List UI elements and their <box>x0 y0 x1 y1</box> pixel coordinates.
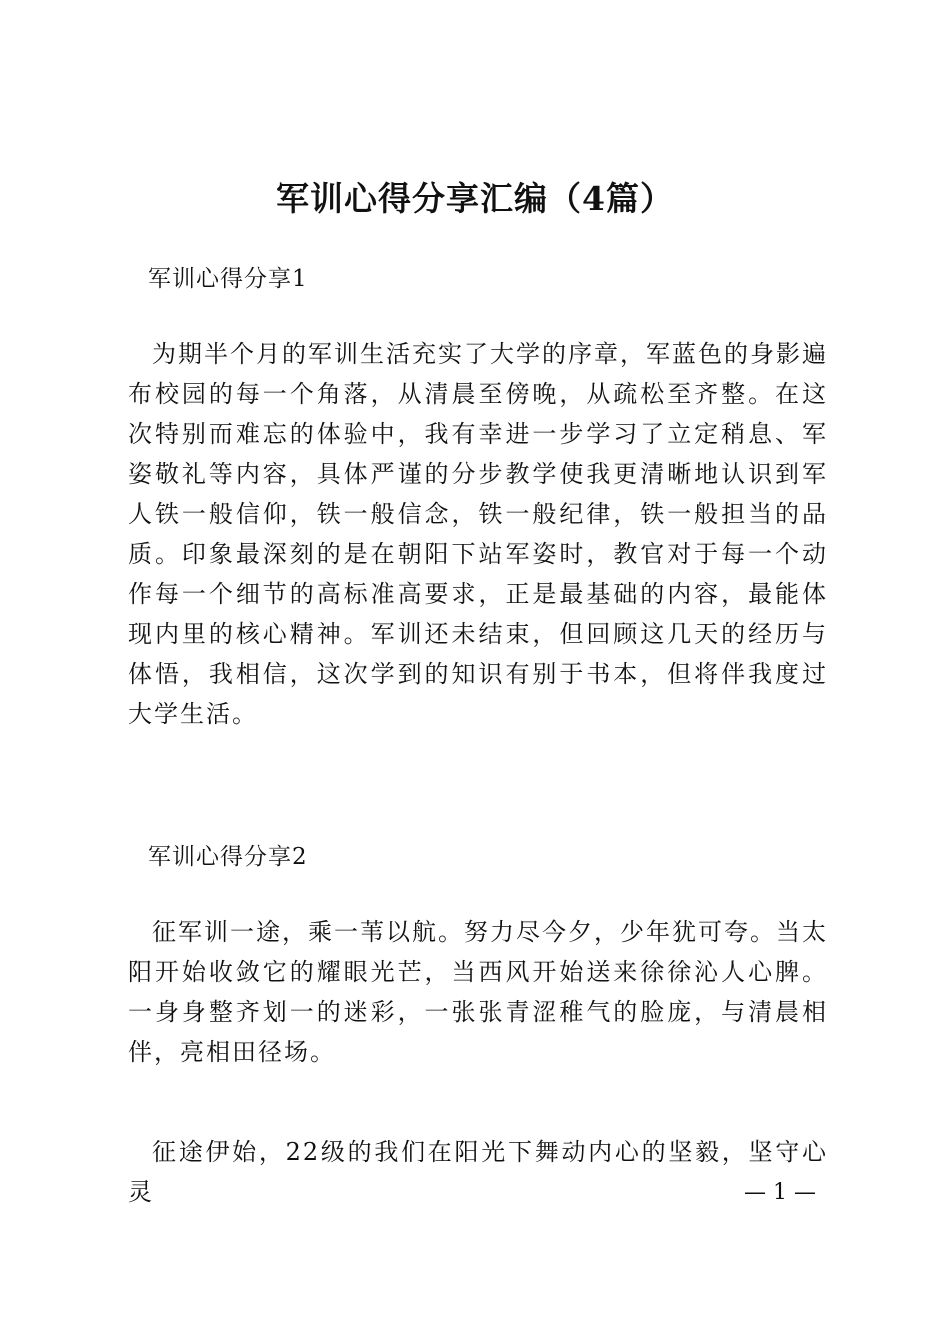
page-number: — 1 — <box>744 1180 816 1205</box>
section-1-paragraph-1: 为期半个月的军训生活充实了大学的序章，军蓝色的身影遍布校园的每一个角落，从清晨至傍晚，从疏松至齐整。在这次特别而难忘的体验中，我有幸进一步学习了立定稍息、军姿敬礼等内容，具体严谨的分步教学使我更清晰地认识到军人铁一般信仰，铁一般信念，铁一般纪律，铁一般担当的品质。印象最深刻的是在朝阳下站军姿时，教官对于每一个动作每一个细节的高标准高要求，正是最基础的内容，最能体现内里的核心精神。军训还未结束，但回顾这几天的经历与体悟，我相信，这次学到的知识有别于书本，但将伴我度过大学生活。 <box>128 340 828 728</box>
section-heading-2: 军训心得分享2 <box>148 844 308 870</box>
section-2-paragraph-1: 征军训一途，乘一苇以航。努力尽今夕，少年犹可夸。当太阳开始收敛它的耀眼光芒，当西风开始送来徐徐沁人心脾。一身身整齐划一的迷彩，一张张青涩稚气的脸庞，与清晨相伴，亮相田径场。 <box>128 918 828 1066</box>
section-heading-1: 军训心得分享1 <box>148 266 308 292</box>
section-2-paragraph-2: 征途伊始，22级的我们在阳光下舞动内心的坚毅，坚守心灵 <box>128 1138 828 1206</box>
page-title: 军训心得分享汇编（4篇） <box>276 179 674 218</box>
